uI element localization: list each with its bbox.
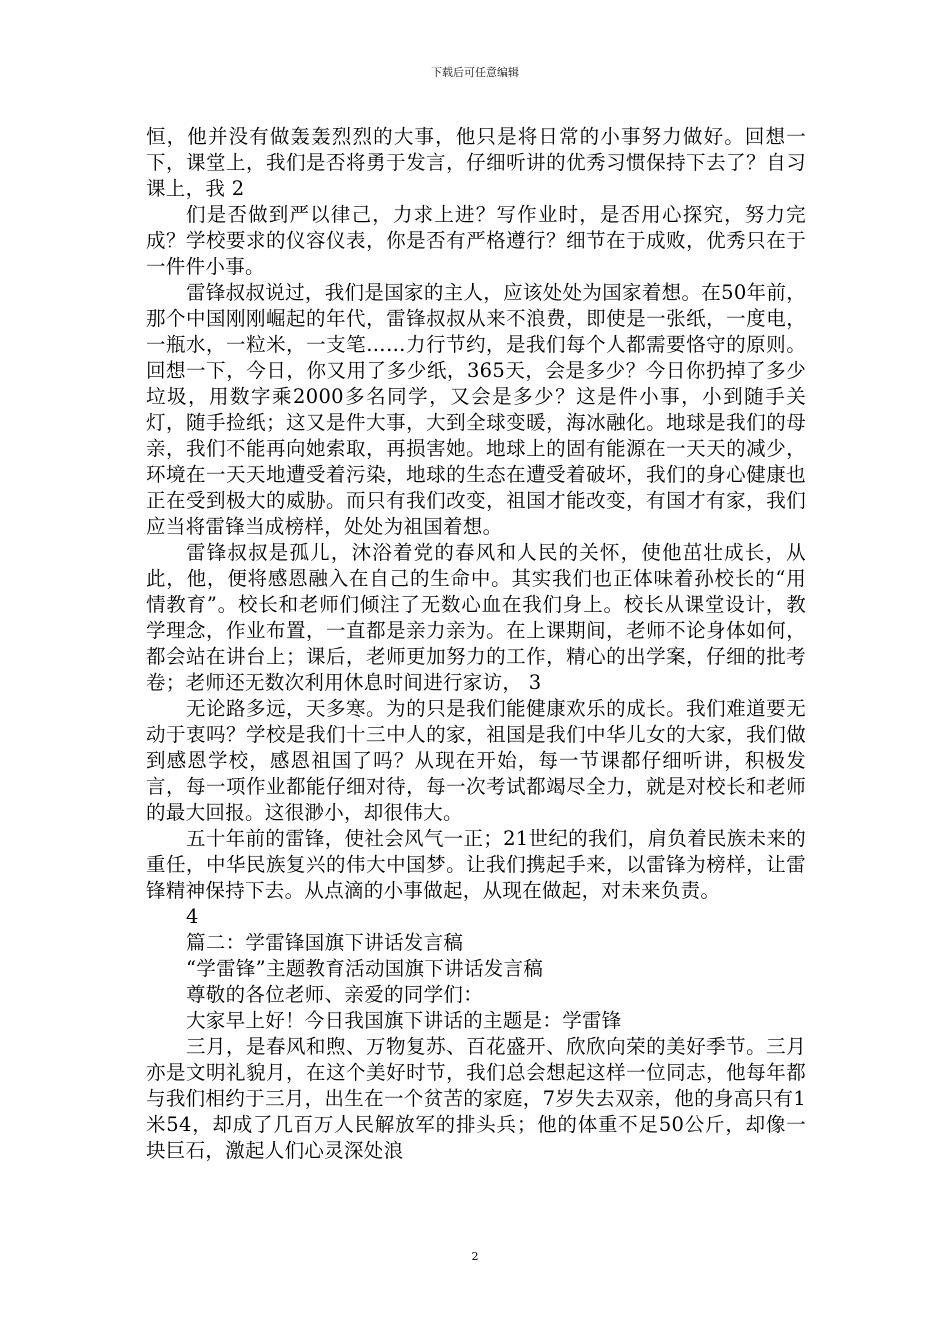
paragraph-1: 恒，他并没有做轰轰烈烈的大事，他只是将日常的小事努力做好。回想一下，课堂上，我们是否将勇于发言，仔细听讲的优秀习惯保持下去了？自习课上，我 2 <box>146 125 806 200</box>
speech-title: “学雷锋”主题教育活动国旗下讲话发言稿 <box>186 957 544 980</box>
paragraph-6: 五十年前的雷锋，使社会风气一正；21世纪的我们，肩负着民族未来的重任，中华民族复兴的伟大中国梦。让我们携起手来，以雷锋为榜样，让雷锋精神保持下去。从点滴的小事做起，从现在做起，对未来负责。 <box>146 827 806 902</box>
paragraph-3: 雷锋叔叔说过，我们是国家的主人，应该处处为国家着想。在50年前，那个中国刚刚崛起的年代，雷锋叔叔从来不浪费，即使是一张纸，一度电，一瓶水，一粒米，一支笔……力行节约，是我们每个人都需要恪守的原则。回想一下，今日，你又用了多少纸，365天，会是多少？今日你扔掉了多少垃圾，用数字乘2000多名同学，又会是多少？这是件小事，小到随手关灯，随手捡纸；这又是件大事，大到全球变暖，海冰融化。地球是我们的母亲，我们不能再向她索取，再损害她。地球上的固有能源在一天天的减少，环境在一天天地遭受着污染，地球的生态在遭受着破坏，我们的身心健康也正在受到极大的威胁。而只有我们改变，祖国才能改变，有国才有家，我们应当将雷锋当成榜样，处处为祖国着想。 <box>146 281 806 538</box>
paragraph-4: 雷锋叔叔是孤儿，沐浴着党的春风和人民的关怀，使他茁壮成长，从此，他，便将感恩融入在自己的生命中。其实我们也正体味着孙校长的“用情教育”。校长和老师们倾注了无数心血在我们身上。校长从课堂设计，教学理念，作业布置，一直都是亲力亲为。在上课期间，老师不论身体如何，都会站在讲台上；课后，老师更加努力的工作，精心的出学案，仔细的批考卷；老师还无数次利用休息时间进行家访， 3 <box>146 541 806 694</box>
section-title: 篇二：学雷锋国旗下讲话发言稿 <box>186 931 464 954</box>
paragraph-2: 们是否做到严以律己，力求上进？写作业时，是否用心探究，努力完成？学校要求的仪容仪表，你是否有严格遵行？细节在于成败，优秀只在于一件件小事。 <box>146 203 806 278</box>
greeting: 大家早上好！今日我国旗下讲话的主题是：学雷锋 <box>186 1009 622 1032</box>
document-body <box>146 124 806 1164</box>
page-number: 2 <box>471 1250 479 1263</box>
paragraph-5: 无论路多远，天多寒。为的只是我们能健康欢乐的成长。我们难道要无动于衷吗？学校是我们十三中人的家，祖国是我们中华儿女的大家，我们做到感恩学校，感恩祖国了吗？从现在开始，每一节课都仔细听讲，积极发言，每一项作业都能仔细对待，每一次考试都竭尽全力，就是对校长和老师的最大回报。这很渺小，却很伟大。 <box>146 697 806 824</box>
salutation: 尊敬的各位老师、亲爱的同学们： <box>186 983 484 1006</box>
page-header: 下载后可任意编辑 <box>431 66 519 79</box>
paragraph-12: 三月，是春风和煦、万物复苏、百花盛开、欣欣向荣的美好季节。三月亦是文明礼貌月，在这个美好时节，我们总会想起这样一位同志，他每年都与我们相约于三月，出生在一个贫苦的家庭，7岁失去双亲，他的身高只有1米54，却成了几百万人民解放军的排头兵；他的体重不足50公斤，却像一块巨石，激起人们心灵深处浪 <box>146 1035 806 1162</box>
paragraph-7: 4 <box>186 905 199 928</box>
